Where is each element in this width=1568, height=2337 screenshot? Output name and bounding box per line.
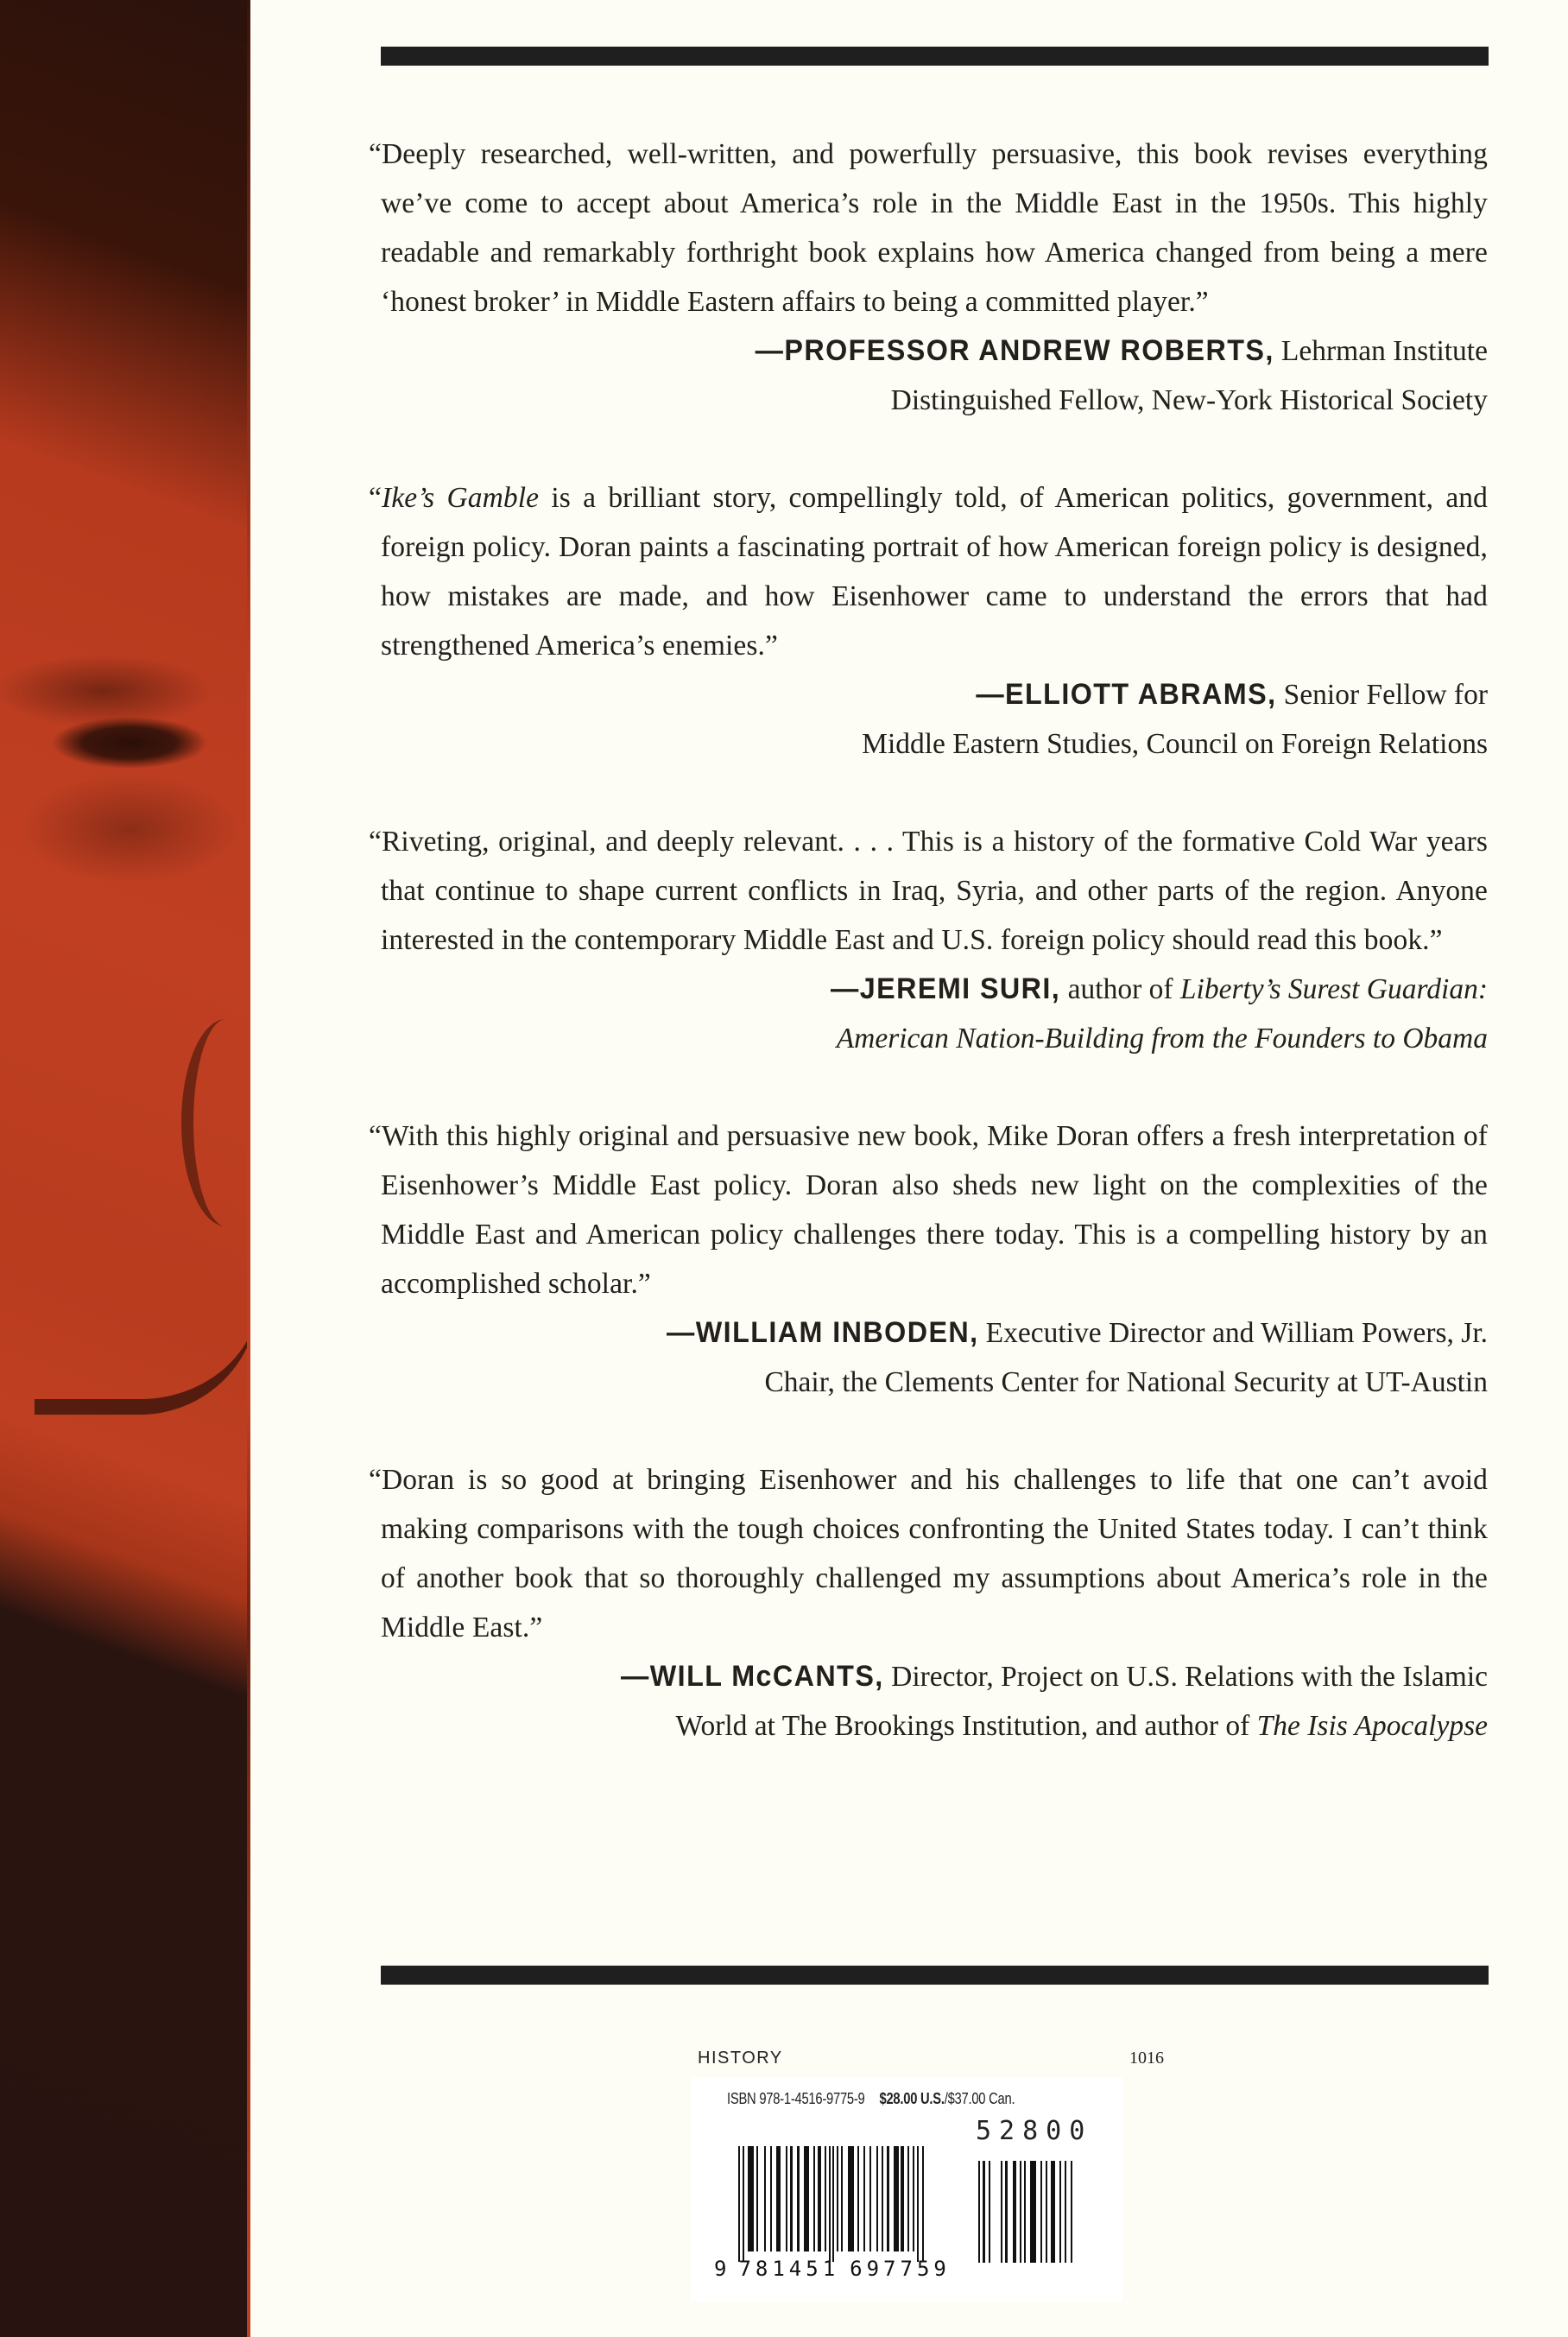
blurb-abrams	[369, 473, 1488, 769]
ean-lead-digit: 9	[714, 2257, 727, 2281]
top-rule	[381, 47, 1489, 66]
blurb-attribution	[369, 326, 1488, 425]
price-addon-barcode	[978, 2161, 1073, 2263]
blurb-author-title-line2: Middle Eastern Studies, Council on Foreign Relations	[862, 728, 1488, 760]
open-quote-mark: “	[369, 482, 382, 514]
blurb-quote-text: is a brilliant story, compellingly told, of American politics, government, and foreign policy. Doran paints a fascinating portrait of how American foreign policy is designed, how mistakes are made, and how Eisenhower came to understand the errors that had strengthened America’s enemies.”	[381, 482, 1489, 662]
blurb-author-name: —WILLIAM INBODEN,	[666, 1316, 979, 1349]
isbn-price-line	[727, 2090, 1015, 2108]
blurb-author-name: —JEREMI SURI,	[831, 972, 1061, 1005]
portrait-nose-shadow	[181, 1019, 250, 1226]
bottom-rule	[381, 1966, 1489, 1985]
category-label: HISTORY	[698, 2049, 783, 2068]
category-code: 1016	[1129, 2049, 1164, 2068]
blurb-roberts	[369, 130, 1488, 425]
blurb-author-title: Director, Project on U.S. Relations with the Islamic	[891, 1661, 1488, 1693]
blurb-author-name: —ELLIOTT ABRAMS,	[976, 678, 1277, 711]
blurb-mccants	[369, 1455, 1488, 1751]
ean-left-group: 781451	[738, 2257, 840, 2281]
blurb-attribution	[369, 670, 1488, 769]
blurb-author-name: —PROFESSOR ANDREW ROBERTS,	[755, 334, 1274, 367]
cited-book-subtitle: American Nation-Building from the Founders to Obama	[836, 1023, 1488, 1054]
blurb-quote: “Deeply researched, well-written, and powerfully persuasive, this book revises everything we’ve come to accept about America’s role in the Middle East in the 1950s. This highly readable and remarkably forthright book explains how America changed from being a mere ‘honest broker’ in Middle Eastern affairs to being a committed player.”	[369, 138, 1488, 318]
blurb-author-title: Executive Director and William Powers, Jr.	[985, 1317, 1488, 1349]
book-title: Ike’s Gamble	[381, 482, 540, 514]
blurb-author-title-line2: Chair, the Clements Center for National Security at UT-Austin	[764, 1366, 1488, 1398]
blurb-quote	[369, 473, 1488, 670]
blurb-quote: “Doran is so good at bringing Eisenhower and his challenges to life that one can’t avoid making comparisons with the tough choices confronting the United States today. I can’t think of another book that so thoroughly challenged my assumptions about America’s role in the Middle East.”	[369, 1464, 1488, 1644]
blurb-author-title: author of	[1067, 973, 1180, 1005]
cited-book-title: Liberty’s Surest Guardian:	[1179, 973, 1488, 1005]
blurb-quote: “With this highly original and persuasive new book, Mike Doran offers a fresh interpretation of Eisenhower’s Middle East policy. Doran also sheds new light on the complexities of the Middle East and American policy challenges there today. This is a compelling history by an accomplished scholar.”	[369, 1120, 1488, 1300]
blurb-author-title: Senior Fellow for	[1283, 679, 1488, 711]
price-addon-digits: 52800	[976, 2116, 1093, 2146]
price-us: $28.00 U.S.	[879, 2090, 945, 2107]
cover-portrait-photo	[0, 0, 250, 2337]
blurb-author-title-line2: World at The Brookings Institution, and author of	[675, 1710, 1257, 1742]
blurb-quote: “Riveting, original, and deeply relevant. . . . This is a history of the formative Cold War years that continue to shape current conflicts in Iraq, Syria, and other parts of the region. Anyone interested in the contemporary Middle East and U.S. foreign policy should read this book.”	[369, 826, 1488, 956]
cited-book-title: The Isis Apocalypse	[1256, 1710, 1488, 1742]
blurb-author-name: —WILL McCANTS,	[621, 1660, 884, 1693]
blurb-attribution	[369, 1308, 1488, 1407]
portrait-edge	[247, 0, 250, 2337]
ean-barcode	[738, 2146, 926, 2252]
ean-human-readable	[714, 2257, 951, 2281]
portrait-jawline-shadow	[35, 1295, 250, 1415]
blurb-author-title: Lehrman Institute	[1280, 335, 1488, 367]
blurb-author-title-line2: Distinguished Fellow, New-York Historical Society	[890, 384, 1488, 416]
blurb-suri	[369, 817, 1488, 1063]
blurb-attribution	[369, 965, 1488, 1063]
barcode-panel	[691, 2077, 1122, 2302]
ean-right-group: 697759	[850, 2257, 951, 2281]
blurb-attribution	[369, 1652, 1488, 1751]
blurbs-section	[369, 130, 1488, 1799]
blurb-inboden	[369, 1112, 1488, 1407]
price-canada: /$37.00 Can.	[944, 2090, 1015, 2107]
isbn-number: ISBN 978-1-4516-9775-9	[727, 2090, 865, 2107]
